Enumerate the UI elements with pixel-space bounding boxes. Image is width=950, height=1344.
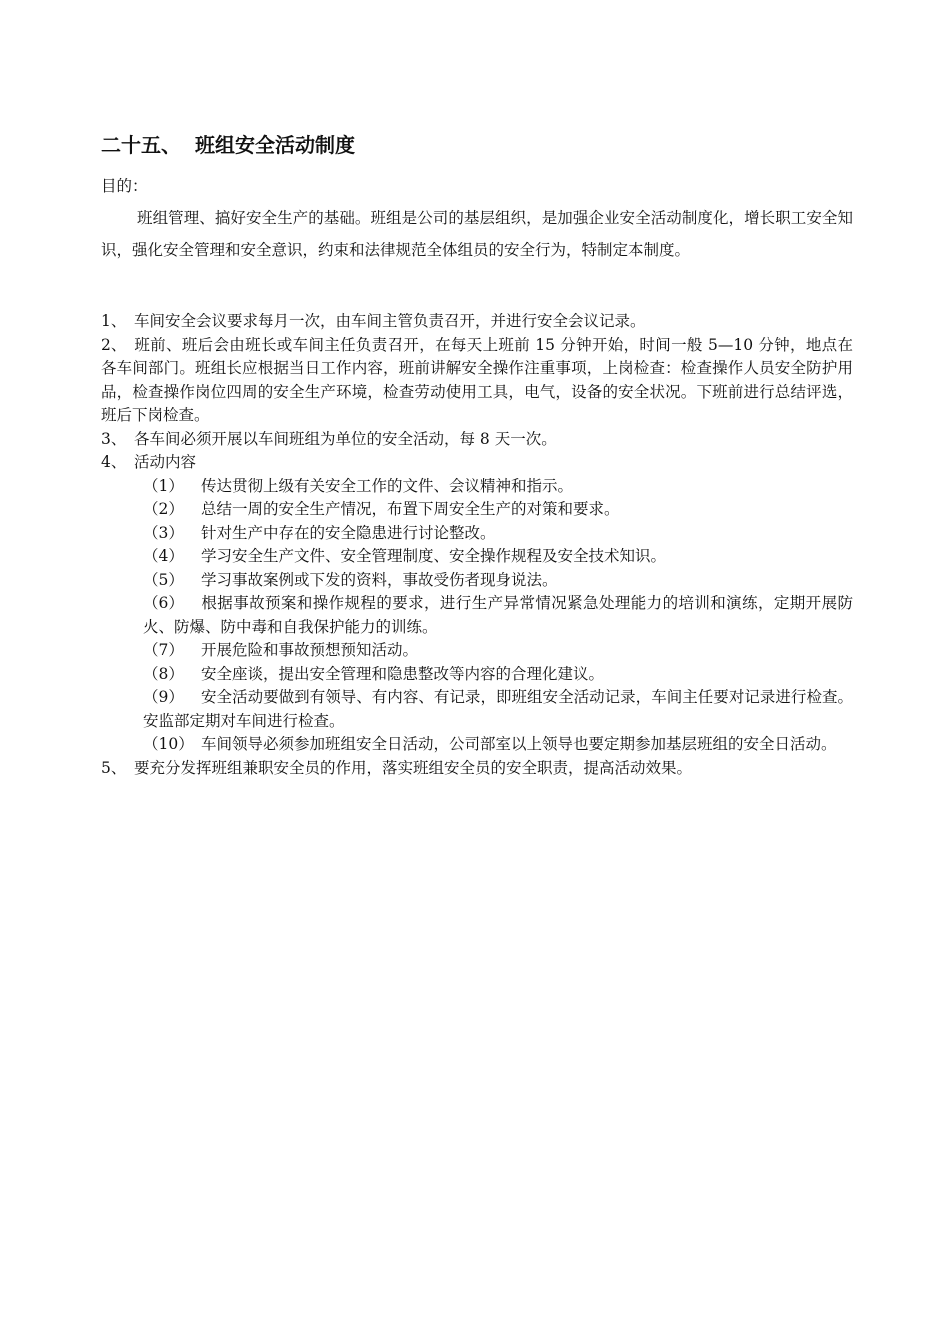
rule-item-5 <box>101 757 853 781</box>
rule-number: 3、 <box>101 429 127 448</box>
rule-number: 2、 <box>101 335 127 354</box>
activity-text: 针对生产中存在的安全隐患进行讨论整改。 <box>201 523 496 542</box>
section-number: 二十五、 <box>101 133 181 157</box>
rule-number: 4、 <box>101 453 127 471</box>
activity-item-2 <box>143 498 853 522</box>
section-title <box>101 131 355 159</box>
activity-text: 学习安全生产文件、安全管理制度、安全操作规程及安全技术知识。 <box>201 547 667 565</box>
activity-item-8 <box>143 663 853 687</box>
rule-text: 活动内容 <box>134 453 197 471</box>
activity-number: （3） <box>143 523 184 542</box>
rule-number: 5、 <box>101 758 127 777</box>
rule-item-3 <box>101 428 853 452</box>
activity-text: 根据事故预案和操作规程的要求，进行生产异常情况紧急处理能力的培训和演练，定期开展防火、防爆、防中毒和自我保护能力的训练。 <box>143 594 853 636</box>
rule-text: 班前、班后会由班长或车间主任负责召开，在每天上班前 15 分钟开始，时间一般 5—10 分钟，地点在各车间部门。班组长应根据当日工作内容，班前讲解安全操作注重事项，上岗检查：检查操作人员安全防护用品，检查操作岗位四周的安全生产环境，检查劳动使用工具，电气，设备的安全状况。下班前进行总结评选，班后下岗检查。 <box>101 335 853 424</box>
activity-item-6 <box>143 592 853 639</box>
rule-list <box>101 310 853 780</box>
activity-number: （7） <box>143 641 184 659</box>
activity-item-1 <box>143 475 853 499</box>
activity-text: 学习事故案例或下发的资料，事故受伤者现身说法。 <box>201 570 558 589</box>
activity-item-9 <box>143 686 853 733</box>
activity-text: 安全活动要做到有领导、有内容、有记录，即班组安全活动记录，车间主任要对记录进行检查。安监部定期对车间进行检查。 <box>143 688 853 730</box>
activity-text: 车间领导必须参加班组安全日活动，公司部室以上领导也要定期参加基层班组的安全日活动。 <box>201 735 837 753</box>
activity-item-4 <box>143 545 853 569</box>
rule-item-1 <box>101 310 853 334</box>
activity-text: 传达贯彻上级有关安全工作的文件、会议精神和指示。 <box>201 476 574 495</box>
activity-item-10 <box>143 733 853 757</box>
activity-number: （1） <box>143 476 184 495</box>
rule-text: 车间安全会议要求每月一次，由车间主管负责召开，并进行安全会议记录。 <box>134 312 646 330</box>
rule-text: 要充分发挥班组兼职安全员的作用，落实班组安全员的安全职责，提高活动效果。 <box>134 758 693 777</box>
section-title-text: 班组安全活动制度 <box>195 133 355 157</box>
intro-paragraph: 班组管理、搞好安全生产的基础。班组是公司的基层组织，是加强企业安全活动制度化，增长职工安全知识，强化安全管理和安全意识，约束和法律规范全体组员的安全行为，特制定本制度。 <box>101 209 853 259</box>
activity-number: （4） <box>143 547 184 565</box>
activity-item-3 <box>143 522 853 546</box>
rule-number: 1、 <box>101 312 127 330</box>
activity-number: （8） <box>143 664 184 683</box>
activity-item-7 <box>143 639 853 663</box>
activity-item-5 <box>143 569 853 593</box>
activity-number: （2） <box>143 500 184 518</box>
rule-text: 各车间必须开展以车间班组为单位的安全活动，每 8 天一次。 <box>134 429 557 448</box>
rule-item-4 <box>101 451 853 475</box>
activity-number: （5） <box>143 570 184 589</box>
purpose-label: 目的： <box>101 177 148 195</box>
activity-text: 开展危险和事故预想预知活动。 <box>201 641 419 659</box>
activity-number: （10） <box>143 735 194 753</box>
activity-text: 安全座谈，提出安全管理和隐患整改等内容的合理化建议。 <box>201 664 605 683</box>
rule-item-2 <box>101 334 853 428</box>
activity-text: 总结一周的安全生产情况，布置下周安全生产的对策和要求。 <box>201 500 620 518</box>
activity-number: （9） <box>143 688 184 706</box>
activity-number: （6） <box>143 594 184 612</box>
